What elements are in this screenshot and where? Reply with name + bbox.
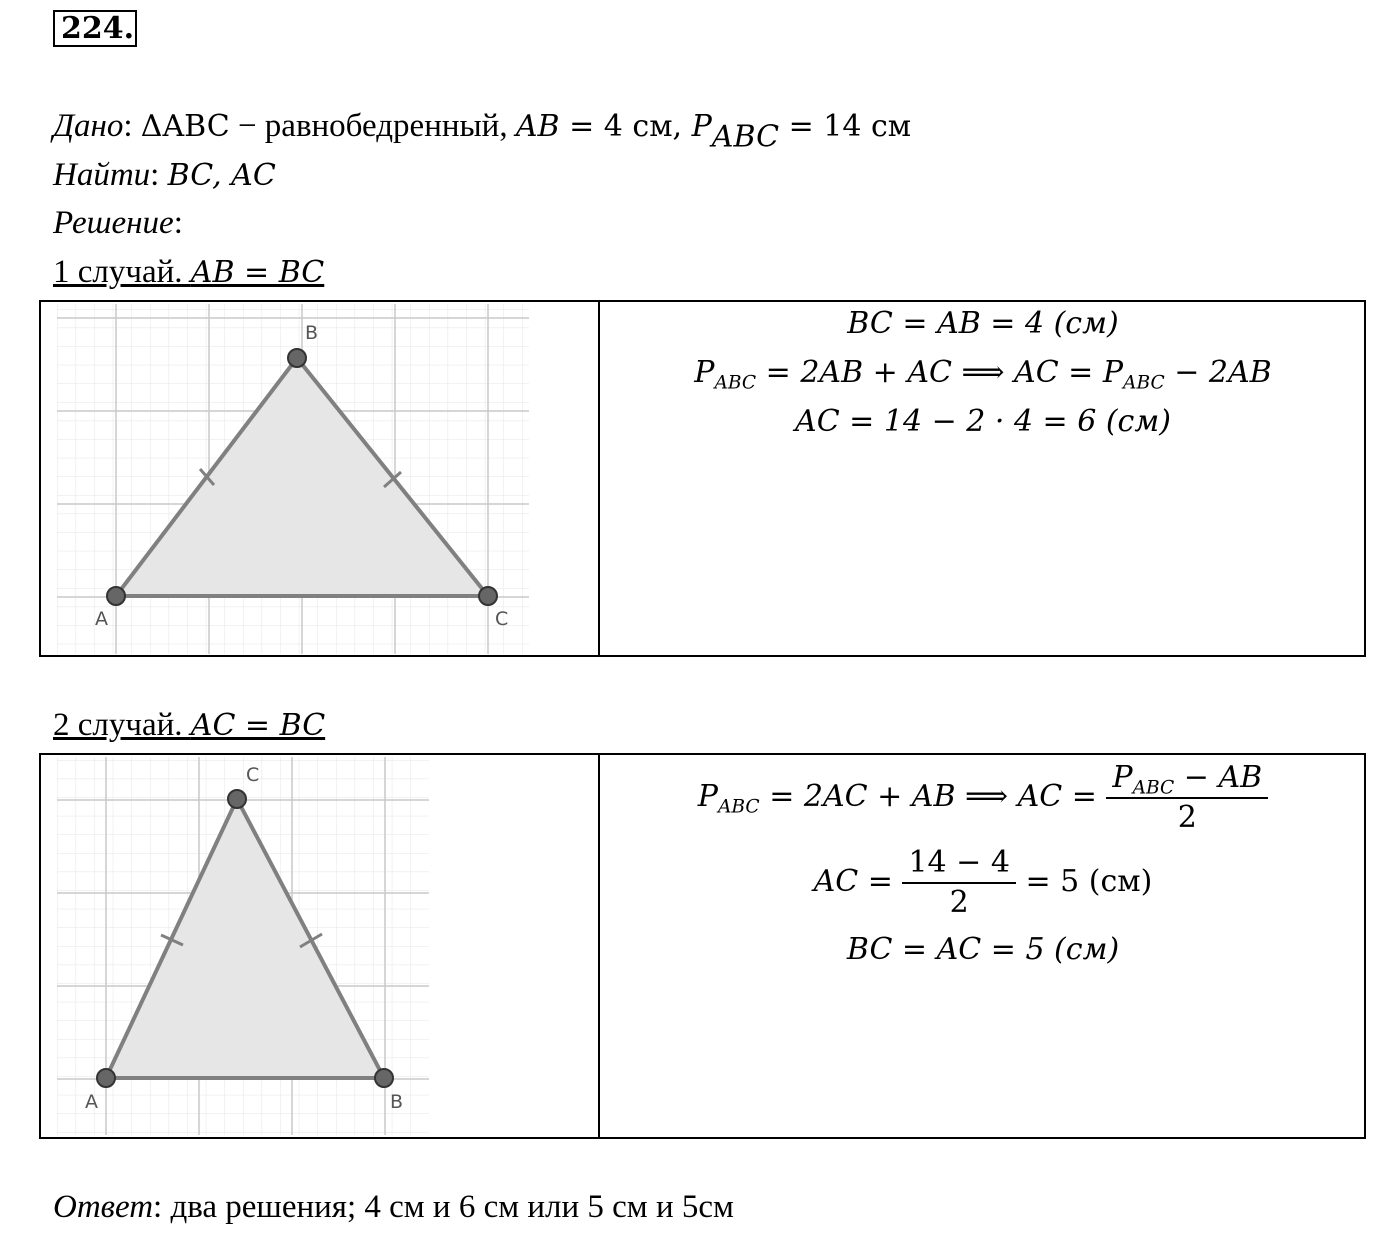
- case1-eq2-mid: = 2AB + AC ⟹ AC =: [756, 355, 1103, 390]
- case2-eq1: [600, 759, 1366, 837]
- case2-label-c: C: [246, 764, 260, 786]
- case1-eq2-end: − 2AB: [1164, 355, 1272, 390]
- case1-figure: [57, 304, 529, 654]
- case2-point-b: [375, 1069, 393, 1087]
- case2-eq1-sub: ABC: [717, 796, 760, 818]
- case2-label-a: A: [85, 1091, 98, 1113]
- case1-label-c: C: [495, 608, 509, 630]
- case2-eq2-frac-bot: 2: [949, 885, 969, 920]
- case1-eq3: [600, 402, 1366, 442]
- case2-eq2-frac-top: 14 − 4: [902, 844, 1015, 884]
- solution-label: Решение: [53, 205, 174, 241]
- given-text-3: = 14 см: [779, 109, 912, 144]
- answer-label: Ответ: [53, 1189, 154, 1225]
- case2-eq1-frac-sub: ABC: [1132, 777, 1175, 799]
- case1-title: [53, 252, 324, 293]
- answer-text: : два решения; 4 см и 6 см или 5 см и 5см: [153, 1189, 734, 1225]
- case1-eq2-p: P: [694, 355, 715, 390]
- case2-eq2-fraction: [902, 844, 1015, 922]
- given-text-2: = 4 см,: [559, 109, 692, 144]
- case1-eq2-p2: P: [1102, 355, 1124, 390]
- given-label: Дано: [53, 108, 124, 144]
- case2-eq1-frac-bot: 2: [1177, 800, 1197, 835]
- case1-eq2-sub2: ABC: [1123, 372, 1165, 394]
- case1-point-c: [479, 587, 497, 605]
- case1-eq2: [600, 353, 1366, 393]
- case1-condition: AB = BC: [190, 255, 325, 290]
- case2-point-a: [97, 1069, 115, 1087]
- solution-line: Решение:: [53, 205, 183, 241]
- case2-eq2-end: = 5 (см): [1015, 864, 1153, 899]
- problem-number: 224.: [53, 10, 137, 47]
- case1-label-a: A: [95, 608, 108, 630]
- case2-title-text: 2 случай.: [53, 707, 191, 743]
- case2-eq1-mid: = 2AC + AB ⟹ AC =: [759, 779, 1107, 814]
- given-p-sub: ABC: [711, 119, 780, 155]
- case1-eq3-text: AC = 14 − 2 · 4 = 6 (см): [795, 404, 1171, 439]
- case2-eq1-frac-end: − AB: [1174, 760, 1263, 795]
- given-text-1: − равнобедренный,: [229, 108, 516, 144]
- case2-eq2-left: AC =: [813, 864, 903, 899]
- find-line: Найти: BC, AC: [53, 157, 276, 193]
- case2-condition: AC = BC: [190, 708, 326, 743]
- case1-title-text: 1 случай.: [53, 254, 191, 290]
- case2-eq3-text: BC = AC = 5 (см): [846, 932, 1120, 967]
- case2-label-b: B: [390, 1091, 404, 1113]
- given-ab: AB: [515, 109, 560, 144]
- case1-point-a: [107, 587, 125, 605]
- case2-eq1-p: P: [697, 779, 718, 814]
- case2-eq2: [600, 844, 1366, 922]
- case1-label-b: B: [305, 322, 319, 344]
- find-label: Найти: [53, 157, 151, 193]
- case1-eq2-sub: ABC: [714, 372, 757, 394]
- case1-point-b: [288, 349, 306, 367]
- find-text: BC, AC: [167, 158, 276, 193]
- given-triangle: ΔABC: [140, 109, 230, 144]
- answer-line: [53, 1187, 734, 1227]
- case2-figure: [57, 757, 429, 1135]
- case2-eq1-frac-p: P: [1112, 760, 1133, 795]
- given-p: P: [691, 109, 712, 144]
- given-line: Дано: ΔABC − равнобедренный, AB = 4 см, $P_{ABC} = 14$ см: [53, 108, 912, 155]
- case2-eq3: [600, 930, 1366, 970]
- case2-panel: [39, 753, 1366, 1139]
- case2-point-c: [228, 790, 246, 808]
- case2-title: [53, 705, 325, 746]
- case2-eq1-fraction: [1106, 759, 1268, 837]
- case1-eq1-text: BC = AB = 4 (см): [847, 306, 1119, 341]
- case1-eq1: [600, 304, 1366, 344]
- case1-panel: [39, 300, 1366, 657]
